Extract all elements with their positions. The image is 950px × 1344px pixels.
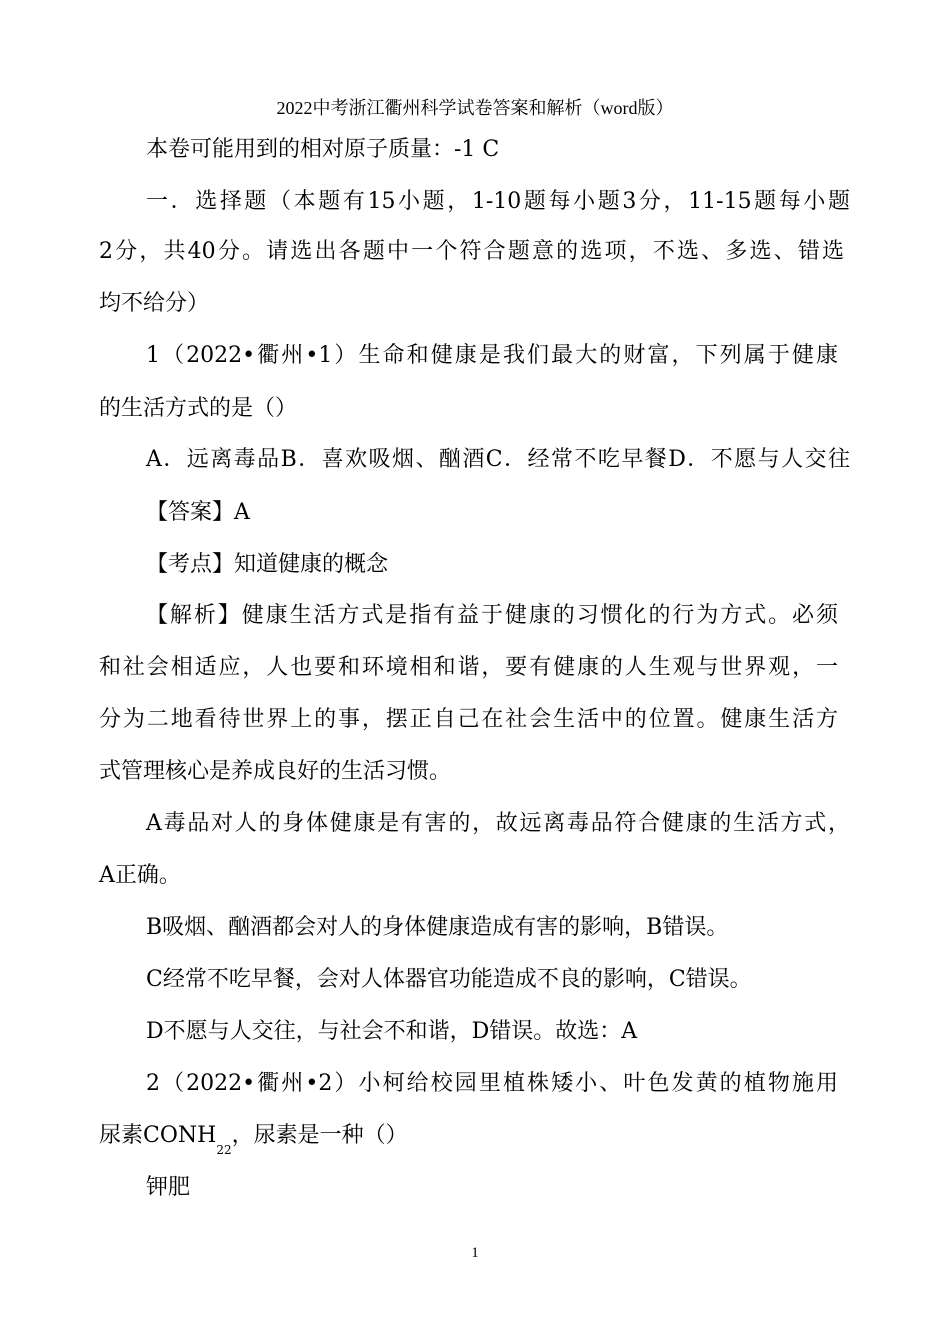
question-2-line-1: 2（2022•衢州•2）小柯给校园里植株矮小、叶色发黄的植物施用 (146, 1071, 838, 1096)
question-2-line-2-suffix: ，尿素是一种（） (231, 1123, 408, 1148)
question-1-option-a-explanation-line-2: A正确。 (99, 863, 181, 888)
question-1-analysis-line-1: 【解析】健康生活方式是指有益于健康的习惯化的行为方式。必须 (146, 603, 838, 628)
section-heading-line-2: 2分，共40分。请选出各题中一个符合题意的选项，不选、多选、错选 (99, 239, 844, 264)
document-title: 2022中考浙江衢州科学试卷答案和解析（word版） (276, 98, 674, 118)
question-2-line-2-prefix: 尿素CONH (99, 1123, 217, 1148)
question-2-option-a: 钾肥 (146, 1175, 191, 1200)
question-1-line-1: 1（2022•衢州•1）生命和健康是我们最大的财富，下列属于健康 (146, 343, 838, 368)
question-1-line-2: 的生活方式的是（） (99, 396, 298, 421)
question-1-options: A．远离毒品B．喜欢吸烟、酗酒C．经常不吃早餐D．不愿与人交往 (146, 447, 850, 472)
question-1-option-c-explanation: C经常不吃早餐，会对人体器官功能造成不良的影响，C错误。 (146, 967, 752, 992)
chemical-subscript: 22 (216, 1143, 232, 1157)
question-1-point: 【考点】知道健康的概念 (146, 552, 389, 577)
question-1-analysis-line-2: 和社会相适应，人也要和环境相和谐，要有健康的人生观与世界观，一 (99, 655, 838, 680)
section-heading-line-1: 一．选择题（本题有15小题，1-10题每小题3分，11-15题每小题 (146, 189, 850, 214)
question-1-option-b-explanation: B吸烟、酗酒都会对人的身体健康造成有害的影响，B错误。 (146, 915, 729, 940)
question-1-analysis-line-4: 式管理核心是养成良好的生活习惯。 (99, 759, 452, 784)
page-number: 1 (471, 1245, 479, 1261)
question-1-answer: 【答案】A (146, 500, 250, 525)
intro-line: 本卷可能用到的相对原子质量：-1 C (146, 137, 500, 162)
question-1-analysis-line-3: 分为二地看待世界上的事，摆正自己在社会生活中的位置。健康生活方 (99, 707, 838, 732)
section-heading-line-3: 均不给分） (99, 291, 210, 316)
question-1-option-a-explanation-line-1: A毒品对人的身体健康是有害的，故远离毒品符合健康的生活方式， (146, 811, 850, 836)
question-1-option-d-explanation: D不愿与人交往，与社会不和谐，D错误。故选：A (146, 1019, 638, 1044)
question-2-line-2 (99, 1121, 408, 1157)
